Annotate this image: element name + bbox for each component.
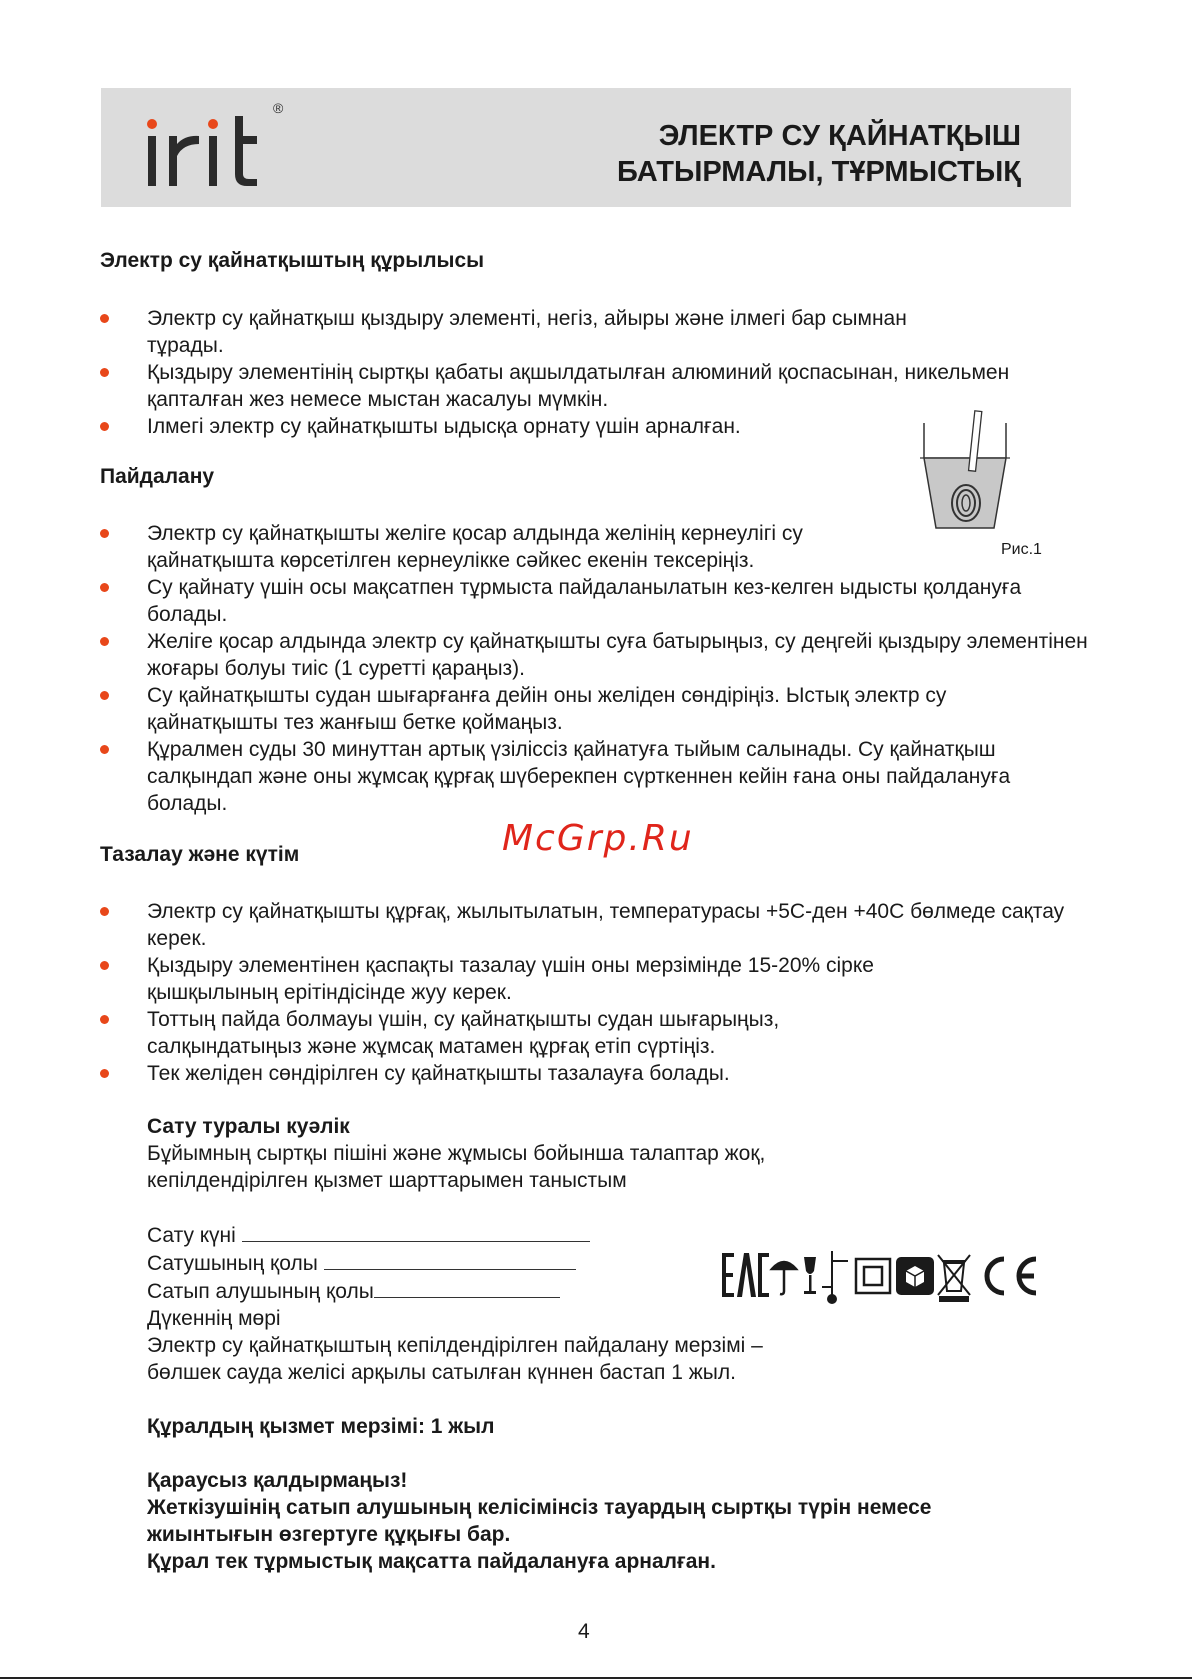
watermark: McGrp.Ru bbox=[502, 818, 694, 859]
figure-heater-in-vessel bbox=[920, 408, 1010, 538]
fragile-glass-icon bbox=[804, 1257, 816, 1294]
warning-title: Қараусыз қалдырмаңыз! bbox=[147, 1469, 408, 1492]
header-banner bbox=[101, 88, 1071, 207]
cleaning-list bbox=[100, 898, 1107, 1087]
list-item: Қыздыру элементінің сыртқы қабаты ақшылдатылған алюминий қоспасынан, никельмен қапталған жез немесе мыстан жасалуы мүмкін. bbox=[100, 359, 1107, 413]
weee-bin-icon bbox=[938, 1255, 970, 1301]
double-insulation-icon bbox=[856, 1259, 890, 1293]
list-item: Су қайнатқышты судан шығарғанға дейін оны желіден сөндіріңіз. Ыстық электр су қайнатқышты тез жанғыш бетке қоймаңыз. bbox=[100, 682, 967, 736]
sale-date-field[interactable] bbox=[242, 1221, 590, 1242]
page-number: 4 bbox=[578, 1620, 590, 1643]
sale-date-label: Сату күні bbox=[147, 1224, 236, 1247]
section-heading-construction: Электр су қайнатқыштың құрылысы bbox=[100, 249, 485, 272]
list-item: Электр су қайнатқыш қыздыру элементі, негіз, айыры және ілмегі бар сымнан тұрады. bbox=[100, 305, 907, 359]
section-heading-cleaning: Тазалау және күтім bbox=[100, 843, 300, 866]
temperature-icon bbox=[822, 1251, 848, 1303]
sale-date-row bbox=[147, 1221, 931, 1249]
sale-heading: Сату туралы куәлік bbox=[147, 1115, 350, 1138]
brand-logo bbox=[143, 102, 293, 192]
warning-line-2: жиынтығын өзгертуге құқығы бар. bbox=[147, 1523, 511, 1546]
list-item: Тоттың пайда болмауы үшін, су қайнатқышты судан шығарыңыз, салқындатыңыз және жұмсақ матамен құрғақ етіп сүртіңіз. bbox=[100, 1006, 927, 1060]
sale-certificate bbox=[147, 1113, 931, 1575]
page-title bbox=[617, 118, 1021, 190]
list-item: Ілмегі электр су қайнатқышты ыдысқа орнату үшін арналған. bbox=[100, 413, 1107, 440]
title-line-2: БАТЫРМАЛЫ, ТҰРМЫСТЫҚ bbox=[617, 156, 1021, 188]
package-handling-icon bbox=[896, 1257, 934, 1295]
warranty-line-1: Электр су қайнатқыштың кепілдендірілген пайдалану мерзімі – bbox=[147, 1334, 763, 1357]
list-item: Құралмен суды 30 минуттан артық үзіліссіз қайнатуға тыйым салынады. Су қайнатқыш салқындап және оны жұмсақ құрғақ шүберекпен сүрткеннен кейін ғана оны пайдалануға болады. bbox=[100, 736, 1027, 817]
umbrella-icon bbox=[772, 1262, 796, 1294]
eac-icon bbox=[722, 1253, 769, 1297]
warranty-line-2: бөлшек сауда желісі арқылы сатылған күннен бастап 1 жыл. bbox=[147, 1361, 736, 1384]
sale-text-line-1: Бұйымның сыртқы пішіні және жұмысы бойынша талаптар жоқ, bbox=[147, 1142, 766, 1165]
buyer-signature-label: Сатып алушының қолы bbox=[147, 1280, 374, 1303]
list-item: Электр су қайнатқышты желіге қосар алдында желінің кернеулігі су қайнатқышта көрсетілген кернеулікке сәйкес екенін тексеріңіз. bbox=[100, 520, 927, 574]
list-item: Электр су қайнатқышты құрғақ, жылытылатын, температурасы +5С-ден +40С бөлмеде сақтау керек. bbox=[100, 898, 1107, 952]
list-item: Тек желіден сөндірілген су қайнатқышты тазалауға болады. bbox=[100, 1060, 1107, 1087]
shop-stamp-label: Дүкеннің мөрі bbox=[147, 1307, 281, 1330]
warning-line-3: Құрал тек тұрмыстық мақсатта пайдалануға арналған. bbox=[147, 1550, 716, 1573]
figure-caption: Рис.1 bbox=[1001, 541, 1042, 558]
buyer-signature-field[interactable] bbox=[374, 1277, 560, 1298]
certification-icons bbox=[722, 1249, 1082, 1305]
seller-signature-field[interactable] bbox=[324, 1249, 576, 1270]
certification-marks bbox=[722, 1249, 1082, 1310]
list-item: Қыздыру элементінен қаспақты тазалау үшін оны мерзімінде 15-20% сірке қышқылының ерітіндісінде жуу керек. bbox=[100, 952, 997, 1006]
ce-mark-icon bbox=[987, 1259, 1036, 1293]
list-item: Су қайнату үшін осы мақсатпен тұрмыста пайдаланылатын кез-келген ыдысты қолдануға болады. bbox=[100, 574, 1107, 628]
sale-text-line-2: кепілдендірілген қызмет шарттарымен таныстым bbox=[147, 1169, 627, 1192]
usage-list bbox=[100, 520, 1107, 817]
warning-line-1: Жеткізушінің сатып алушының келісімінсіз тауардың сыртқы түрін немесе bbox=[147, 1496, 932, 1519]
section-heading-usage: Пайдалану bbox=[100, 465, 215, 488]
list-item: Желіге қосар алдында электр су қайнатқышты суға батырыңыз, су деңгейі қыздыру элементінен жоғары болуы тиіс (1 суретті қараңыз). bbox=[100, 628, 1107, 682]
immersion-heater-icon bbox=[920, 408, 1010, 533]
title-line-1: ЭЛЕКТР СУ ҚАЙНАТҚЫШ bbox=[658, 120, 1021, 152]
registered-mark: ® bbox=[273, 100, 284, 116]
service-life: Құралдың қызмет мерзімі: 1 жыл bbox=[147, 1415, 495, 1438]
irit-logo-icon bbox=[143, 102, 293, 192]
seller-signature-label: Сатушының қолы bbox=[147, 1252, 318, 1275]
